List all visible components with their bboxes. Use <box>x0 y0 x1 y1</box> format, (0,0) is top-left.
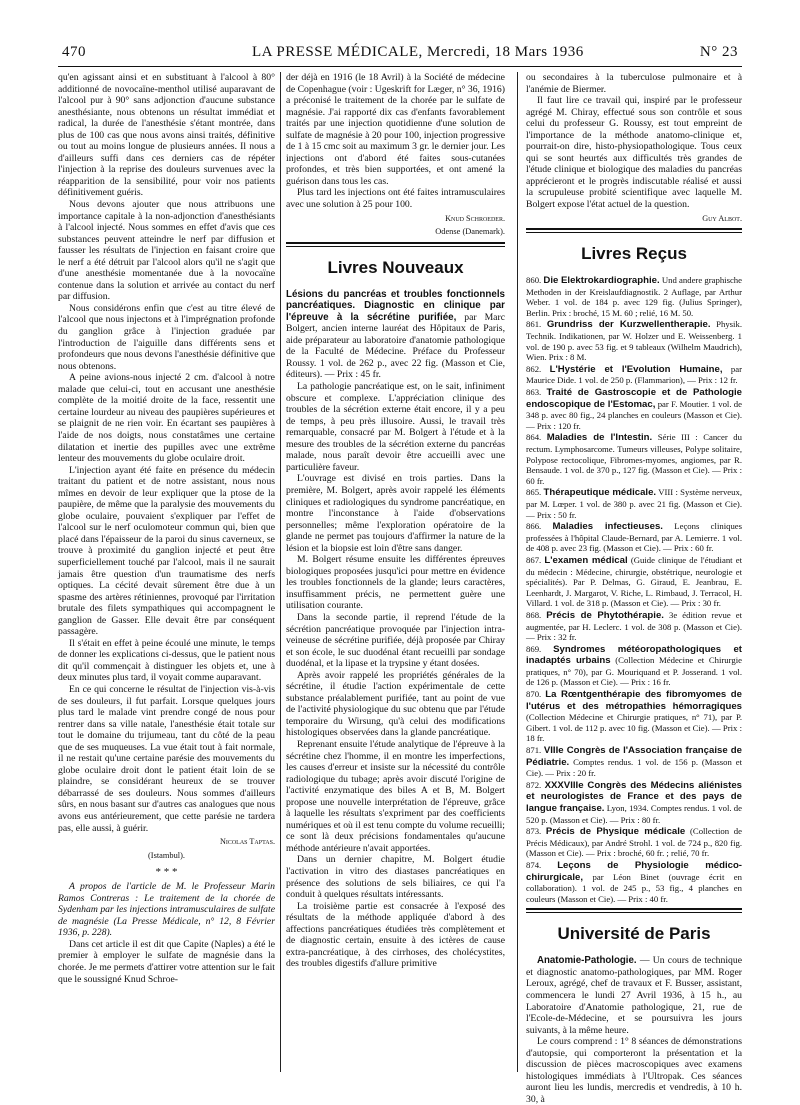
list-item <box>526 521 742 554</box>
paragraph: M. Bolgert résume ensuite les différentes épreuves biologiques proposées jusqu'ici pour mettre en évidence les troubles fonctionnels de la glande; leurs caractères, insuffisamment précis, ne permettent guère une utilisation courante. <box>286 554 505 612</box>
column-divider <box>280 72 281 1072</box>
paragraph: Reprenant ensuite l'étude analytique de l'épreuve à la sécrétine chez l'homme, il en montre les imperfections, les causes d'erreur et insiste sur la nécessité du contrôle radiologique du tubage; après avoir discuté l'origine de l'activité enzymatique des biles A et B, M. Bolgert propose une nouvelle interprétation de l'épreuve, grâce à laquelle les résultats s'expriment par des coefficients numériques et où il est tenu compte du volume recueilli; ce sont là deux précisions fondamentales qu'aucune méthode antérieure n'avait apportées. <box>286 738 505 854</box>
entry-details: VIII : Système nerveux, par M. Lœper. 1 vol. de 380 p. avec 21 fig. (Masson et Cie). — Prix : 50 fr. <box>526 487 743 520</box>
issue-number: N° 23 <box>699 44 738 60</box>
section-rule <box>526 232 742 233</box>
entry-number: 864. <box>526 432 542 443</box>
journal-title: LA PRESSE MÉDICALE, Mercredi, 18 Mars 1936 <box>252 44 584 60</box>
entry-details: Série III : Cancer du rectum. Lymphosarcome. Tumeurs villeuses, Polype solitaire, Polypose rectocolique, Fibromes-myomes, angiomes, par R. Bensaude. 1 vol. de 370 p., 127 fig. (Masson et Cie). — Prix : 60 fr. <box>526 432 742 486</box>
entry-number: 872. <box>526 779 542 790</box>
list-item <box>526 826 742 859</box>
list-item <box>526 610 742 643</box>
entry-number: 865. <box>526 487 542 498</box>
entry-title: Syndromes météoropathologiques et inadaptés urbains <box>526 643 742 667</box>
list-item <box>526 555 742 609</box>
page-header <box>62 44 738 64</box>
announcement-heading: Anatomie-Pathologie. <box>537 955 637 967</box>
entry-number: 861. <box>526 319 542 330</box>
book-title: Lésions du pancréas et troubles fonctionnels pancréatiques. Diagnostic en clinique par l'épreuve à la sécrétine purifiée, <box>286 288 505 323</box>
book-review-heading <box>286 289 505 381</box>
author-signature: Knud Schroeder. <box>445 213 505 223</box>
list-item <box>526 387 742 431</box>
list-item <box>526 319 742 362</box>
list-item <box>526 860 742 904</box>
author-signature: Guy Albot. <box>702 213 742 223</box>
received-books-list <box>526 275 742 904</box>
entry-number: 862. <box>526 363 542 374</box>
paragraph: A peine avions-nous injecté 2 cm. d'alcool à notre malade que celui-ci, tout en accusant une anesthésie complète de la moitié droite de la face, ressentit une certaine lourdeur au niveau des paupières supérieures et se plaignit de ne rien voir. En écartant ses paupières à l'aide de nos doigts, nous constatâmes une certaine dilatation et inertie des pupilles avec une extrême lenteur des mouvements du globe oculaire droit. <box>58 372 275 465</box>
entry-details: Leçons cliniques professées à l'hôpital Claude-Bernard, par A. Lemierre. 1 vol. de 408 p. avec 23 fig. (Masson et Cie). — Prix : 60 fr. <box>526 521 743 554</box>
section-rule <box>526 228 742 230</box>
paragraph: Plus tard les injections ont été faites intramusculaires avec une solution à 25 pour 100. <box>286 187 505 211</box>
entry-title: VIIIe Congrès de l'Association française de Pédiatrie. <box>526 745 742 768</box>
list-item <box>526 780 742 825</box>
paragraph: der déjà en 1916 (le 18 Avril) à la Société de médecine de Copenhague (voir : Ugeskrift for Læger, n° 36, 1916) a préconisé le traitement de la chorée par le sulfate de magnésie. J'ai rapporté dix cas d'enfants favorablement traités par une injection quotidienne d'une solution de sulfate de magnésie à 20 pour 100, injection progressive de 1 à 15 cmc soit au maximum 3 gr. le dernier jour. Les injections ont d'abord été faites sous-cutanées profondes, et très bien supportées, et ont amené la guérison dans tous les cas. <box>286 72 505 187</box>
paragraph: Le cours comprend : 1° 8 séances de démonstrations d'autopsie, qui comporteront la présentation et la discussion de pièces macroscopiques avec examens histologiques immédiats à l'Ultropak. Ces séances auront lieu les lundis, mercredis et vendredis, à 10 h. 30, à <box>526 1036 742 1105</box>
entry-details: (Collection Médecine et Chirurgie pratiques, n° 70), par G. Mouriquand et P. Josserand. 1 vol. de 126 p. (Masson et Cie). — Prix : 16 fr. <box>526 655 742 688</box>
entry-number: 874. <box>526 859 542 870</box>
section-separator: * * * <box>155 866 178 879</box>
author-location: Odense (Danemark). <box>435 227 505 237</box>
list-item <box>526 689 742 744</box>
section-rule <box>526 912 742 913</box>
entry-title: Grundriss der Kurzwellentherapie. <box>546 319 711 331</box>
paragraph: L'ouvrage est divisé en trois parties. Dans la première, M. Bolgert, après avoir rappelé les éléments cliniques et radiologiques du syndrome pancréatique, en montre l'inconstance à l'aide d'observations personnelles; même l'exploration opératoire de la glande ne permet pas toujours d'affirmer la nature de la lésion et la biopsie est loin d'être sans danger. <box>286 473 505 554</box>
entry-title: XXXVIIIe Congrès des Médecins aliénistes et neurologistes de France et des pays de langue française. <box>526 779 743 815</box>
entry-details: (Collection de Précis Médicaux), par André Strohl. 1 vol. de 724 p., 820 fig. (Masson et Cie). — Prix : broché, 60 fr. ; relié, 70 fr. <box>526 826 743 859</box>
entry-title: Traité de Gastroscopie et de Pathologie endoscopique de l'Estomac, <box>526 387 743 410</box>
paragraph: Dans un dernier chapitre, M. Bolgert étudie l'activation in vitro des diastases pancréatiques en présence des solutions de sels biliaires, ce qui l'a conduit à quelques résultats intéressants. <box>286 854 505 901</box>
entry-number: 871. <box>526 745 542 756</box>
entry-number: 860. <box>526 275 542 286</box>
entry-details: (Collection Médecine et Chirurgie pratiques, n° 71), par P. Gibert. 1 vol. de 112 p. avec 10 fig. (Masson et Cie). — Prix : 18 fr. <box>526 712 742 744</box>
announcement-text: — Un cours de technique et diagnostic anatomo-pathologiques, par MM. Roger Leroux, agrégé, chef de travaux et F. Busser, assistant, commencera le lundi 27 Avril 1936, à 15 h., au Laboratoire d'Anatomie pathologique, 21, rue de l'Ecole-de-Médecine, et se poursuivra les jours suivants, à la même heure. <box>526 955 743 1036</box>
entry-number: 869. <box>526 643 542 654</box>
section-rule <box>286 246 505 247</box>
entry-number: 867. <box>526 554 542 565</box>
entry-title: Précis de Phytothérapie. <box>546 609 664 621</box>
list-item <box>526 745 742 779</box>
entry-title: Précis de Physique médicale <box>545 826 686 838</box>
entry-details: par Maurice Dide. 1 vol. de 250 p. (Flammarion), — Prix : 12 fr. <box>526 363 742 386</box>
paragraph: Nous considérons enfin que c'est au titre élevé de l'alcool que nous injectons et à l'imprégnation profonde du ganglion grâce à l'injection graduée par l'introduction de l'aiguille dans différents sens et profondeurs que nous devons l'anesthésie définitive que nous obtenons. <box>58 302 275 372</box>
paragraph: Il faut lire ce travail qui, inspiré par le professeur agrégé M. Chiray, effectué sous son contrôle et sous celui du professeur G. Roussy, est tout empreint de l'importance de la méthode anatomo-clinique et, pourrait-on dire, histo-physiopathologique. Tous ceux qui se sont heurtés aux difficultés très grandes de l'étude clinique et biologique des maladies du pancréas apprécieront et le progrès indiscutable réalisé et aussi la scrupuleuse probité scientifique avec laquelle M. Bolgert expose l'état actuel de la question. <box>526 95 742 211</box>
entry-details: 3e édition revue et augmentée, par H. Leclerc. 1 vol. de 308 p. (Masson et Cie). — Prix : 32 fr. <box>526 609 743 643</box>
note-heading: A propos de l'article de M. le Professeur Marin Ramos Contreras : Le traitement de la chorée de Sydenham par les injections intramusculaires de sulfate de magnésie (La Presse Médicale, n° 12, 8 Février 1936, p. 228). <box>58 881 275 939</box>
entry-title: L'Hystérie et l'Evolution Humaine, <box>549 363 723 375</box>
entry-title: Leçons de Physiologie médico-chirurgicale, <box>526 859 743 883</box>
entry-details: Comptes rendus. 1 vol. de 156 p. (Masson et Cie). — Prix : 20 fr. <box>526 756 742 779</box>
column-3 <box>526 72 743 1105</box>
paragraph: qu'en agissant ainsi et en substituant à l'alcool à 80° additionné de novocaïne-menthol utilisé auparavant de l'alcool pur à 90° sans adjonction d'aucune substance anesthésiante, nous obtenons un résultat immédiat et radical, la durée de l'anesthésie s'étant montrée, dans plus de 100 cas que nous avons ainsi traités, définitive ou tout au moins longue de plusieurs années. Il nous a d'ailleurs suffi dans ces derniers cas de répéter l'injection à la reprise des douleurs survenues avec la réapparition de la sensibilité, pour voir nos patients définitivement guéris. <box>58 72 275 199</box>
section-title-livres-recus: Livres Reçus <box>581 244 687 264</box>
paragraph: Nous devons ajouter que nous attribuons une importance capitale à la non-adjonction d'anesthésiants à l'alcool injecté. Nous sommes en effet d'avis que ces substances peuvent atteindre le nerf par diffusion et fausser les résultats de l'injection en faisant croire que le nerf a été détruit par l'alcool alors qu'il ne s'agit que d'une anesthésie momentanée due à la novocaïne contenue dans la solution et arrivée au contact du nerf par diffusion. <box>58 199 275 303</box>
author-signature: Nicolas Taptas. <box>219 837 275 847</box>
list-item <box>526 275 742 318</box>
column-divider <box>517 72 518 1072</box>
entry-details: par F. Moutier. 1 vol. de 348 p. avec 80 fig., 24 planches en couleurs (Masson et Cie). — Prix : 120 fr. <box>526 398 742 431</box>
entry-title: Thérapeutique médicale. <box>543 487 657 499</box>
entry-title: Die Elektrokardiographie. <box>543 275 660 287</box>
entry-title: Maladies de l'Intestin. <box>546 432 653 444</box>
section-rule <box>286 242 505 244</box>
section-title-livres-nouveaux: Livres Nouveaux <box>327 257 464 277</box>
entry-details: par Léon Binet (ouvrage écrit en collaboration). 1 vol. de 245 p., 53 fig., 4 planches en couleurs (Masson et Cie). — Prix : 40 fr. <box>526 871 742 904</box>
entry-number: 868. <box>526 609 542 620</box>
section-title-universite: Université de Paris <box>557 924 711 944</box>
paragraph <box>526 955 742 1036</box>
paragraph: Dans cet article il est dit que Capite (Naples) a été le premier à employer le sulfate de magnésie dans la chorée. Je me permets d'attirer votre attention sur le fait que le soussigné Knud Schroe- <box>58 938 275 985</box>
entry-number: 873. <box>526 826 542 837</box>
column-2 <box>286 72 505 1072</box>
list-item <box>526 364 742 386</box>
entry-details: Physik. Technik. Indikationen, par W. Holzer und E. Weissenberg. 1 vol. de 190 p. avec 53 fig. et 9 tableaux (Wilhelm Maudrich), Wien. Prix : 8 M. <box>526 319 742 363</box>
entry-title: L'examen médical <box>544 554 628 566</box>
paragraph: En ce qui concerne le résultat de l'injection vis-à-vis de ses douleurs, il fut parfait. Lorsque quelques jours plus tard le malade vint prendre congé de nous pour rentrer dans sa ville natale, l'anesthésie était totale sur tout le domaine du trijumeau, tant du côté de la peau que de ses muqueuses. La vue était tout à fait normale, il ne restait qu'une certaine parésie des mouvements du globe oculaire droit dont le patient était loin de se plaindre, se considérant heureux de se trouver débarrassé de ses douleurs. Nous sommes d'ailleurs sûrs, en nous basant sur d'autres cas analogues que nous avons eus antérieurement, que cette parésie ne tardera pas, elle aussi, à guérir. <box>58 683 275 834</box>
entry-title: Maladies infectieuses. <box>552 521 663 533</box>
entry-details: Und andere graphische Methoden in der Kreislaufdiagnostik. 2 Auflage, par Arthur Weber. 1 vol. de 184 p. avec 129 fig. (Julius Springer), Berlin. Prix : broché, 15 M. 60 ; relié, 16 M. 50. <box>526 275 743 318</box>
paragraph: La pathologie pancréatique est, on le sait, infiniment obscure et complexe. L'appréciation clinique des troubles de la sécrétion externe était encore, il y a peu de temps, à peu près illusoire. Aussi, le travail très remarquable, consacré par M. Bolgert à l'étude et à la mesure des troubles de la sécrétion externe du pancréas malade, nous paraît devoir être accueilli avec une particulière faveur. <box>286 381 505 473</box>
entry-title: La Rœntgenthérapie des fibromyomes de l'utérus et des métropathies hémorragiques <box>526 689 742 712</box>
book-metadata: par Marc Bolgert, ancien interne lauréat des Hôpitaux de Paris, aide préparateur au laboratoire d'anatomie pathologique de la Faculté de Médecine. Préface du Professeur Roussy. 1 vol. de 262 p., avec 22 fig. (Masson et Cie, éditeurs). — Prix : 45 fr. <box>286 311 506 381</box>
paragraph: La troisième partie est consacrée à l'exposé des résultats de la méthode appliquée d'abord à des affections pancréatiques étudiées très complètement et de diagnostic certain, ensuite à des ictères de cause extra-pancréatique, à des cirrhoses, des cholécystites, des troubles digestifs d'allure primitive <box>286 900 505 970</box>
paragraph: L'injection ayant été faite en présence du médecin traitant du patient et de notre assistant, nous nous mîmes en devoir de leur expliquer que la ptose de la paupière, de même que la paralysie des mouvements du globe oculaire, pouvaient s'expliquer par l'effet de l'alcool sur le nerf oculomoteur commun qui, bien que placé dans l'épaisseur de la paroi du sinus caverneux, se trouve à proximité du ganglion injecté et peut être superficiellement touché par l'alcool, mais il ne saurait jamais être question d'un traumatisme des nerfs optiques. La cécité devait sûrement être due à un spasme des artères rétiniennes, provoqué par l'irritation brutale des filets sympathiques qui accompagnent le ganglion de Gasser. Elle devait être par conséquent passagère. <box>58 464 275 638</box>
entry-number: 863. <box>526 387 542 398</box>
paragraph: Après avoir rappelé les propriétés générales de la sécrétine, il étudie l'action expérimentale de cette substance préalablement purifiée, tant au point de vue de l'activité physiologique du suc obtenu que par l'étude temporaire du Wirsung, qu'à celui des modifications histologiques observées dans la glande pancréatique. <box>286 669 505 739</box>
entry-details: Lyon, 1934. Comptes rendus. 1 vol. de 520 p. (Masson et Cie). — Prix : 80 fr. <box>526 803 742 825</box>
list-item <box>526 644 742 688</box>
entry-details: (Guide clinique de l'étudiant et du médecin : Médecine, chirurgie, obstétrique, neurologie et spécialités). Par P. Delmas, G. Giraud, E. Jeanbrau, E. Leenhardt, J. Margarot, V. Riche, L. Rimbaud, J. Terracol, H. Villard. 1 vol. de 318 p. (Masson et Cie). — Prix : 30 fr. <box>526 554 743 609</box>
section-rule <box>526 908 742 910</box>
entry-number: 870. <box>526 689 542 700</box>
page-number: 470 <box>62 44 86 60</box>
column-1 <box>58 72 275 1072</box>
entry-number: 866. <box>526 521 542 532</box>
list-item <box>526 432 742 486</box>
paragraph: ou secondaires à la tuberculose pulmonaire et à l'anémie de Biermer. <box>526 72 742 95</box>
paragraph: Il s'était en effet à peine écoulé une minute, le temps de donner les explications ci-dessus, que le patient nous dit qu'il commençait à distinguer les objets et, une à deux minutes plus tard, il voyait comme auparavant. <box>58 637 275 684</box>
list-item <box>526 487 742 520</box>
header-rule <box>58 66 742 67</box>
author-location: (Istambul). <box>148 850 185 860</box>
paragraph: Dans la seconde partie, il reprend l'étude de la sécrétion pancréatique provoquée par l'injection intra-veineuse de sécrétine purifiée, déjà proposée par Chiray et son école, le suc duodénal étant recueilli par sondage duodénal, et la lipase et la trypsine y étant dosées. <box>286 611 505 670</box>
